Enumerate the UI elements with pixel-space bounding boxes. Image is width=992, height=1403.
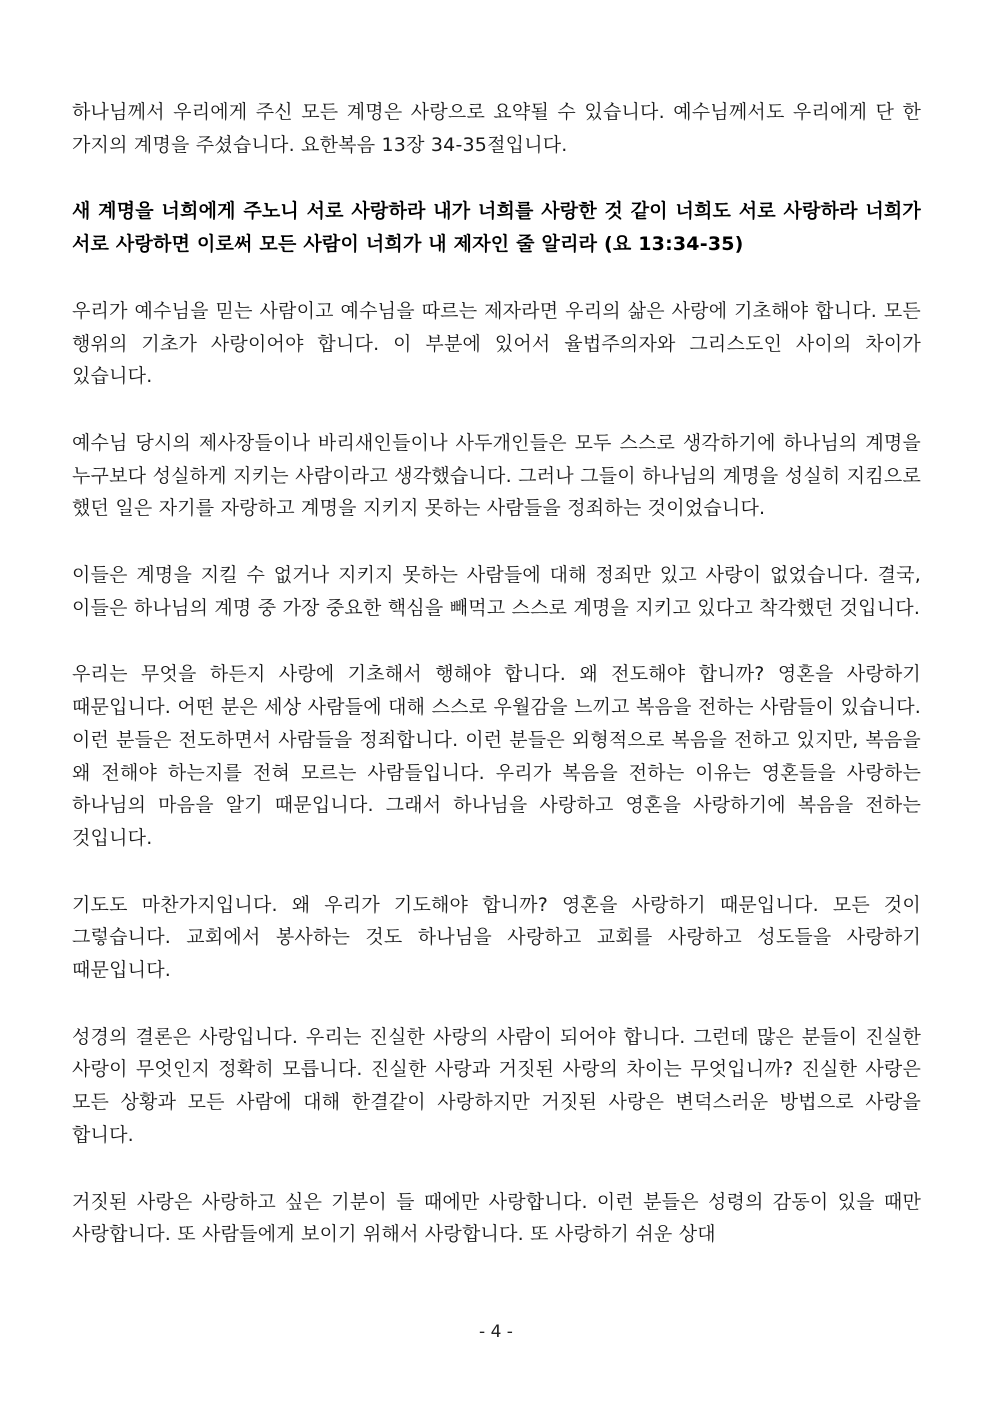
paragraph-false-love: 거짓된 사랑은 사랑하고 싶은 기분이 들 때에만 사랑합니다. 이런 분들은 성령의 감동이 있을 때만 사랑합니다. 또 사람들에게 보이기 위해서 사랑합니다. 또 사랑하기 쉬운 상대	[72, 1190, 921, 1246]
document-body	[72, 96, 921, 1285]
paragraph-commandments-summary: 하나님께서 우리에게 주신 모든 계명은 사랑으로 요약될 수 있습니다. 예수님께서도 우리에게 단 한 가지의 계명을 주셨습니다. 요한복음 13장 34-35절입니다.	[72, 101, 921, 156]
paragraph-evangelism: 우리는 무엇을 하든지 사랑에 기초해서 행해야 합니다. 왜 전도해야 합니까? 영혼을 사랑하기 때문입니다. 어떤 분은 세상 사람들에 대해 스스로 우월감을 느끼고 복음을 전하는 사람들이 있습니다. 이런 분들은 전도하면서 사람들을 정죄합니다. 이런 분들은 외형적으로 복음을 전하고 있지만, 복음을 왜 전해야 하는지를 전혀 모르는 사람들입니다. 우리가 복음을 전하는 이유는 영혼들을 사랑하는 하나님의 마음을 알기 때문입니다. 그래서 하나님을 사랑하고 영혼을 사랑하기에 복음을 전하는 것입니다.	[72, 663, 921, 849]
paragraph-prayer: 기도도 마찬가지입니다. 왜 우리가 기도해야 합니까? 영혼을 사랑하기 때문입니다. 모든 것이 그렇습니다. 교회에서 봉사하는 것도 하나님을 사랑하고 교회를 사랑하고 성도들을 사랑하기 때문입니다.	[72, 893, 921, 982]
paragraph-pharisees: 예수님 당시의 제사장들이나 바리새인들이나 사두개인들은 모두 스스로 생각하기에 하나님의 계명을 누구보다 성실하게 지키는 사람이라고 생각했습니다. 그러나 그들이 하나님의 계명을 성실히 지킴으로 했던 일은 자기를 자랑하고 계명을 지키지 못하는 사람들을 정죄하는 것이었습니다.	[72, 431, 921, 520]
scripture-quote-john-13: 새 계명을 너희에게 주노니 서로 사랑하라 내가 너희를 사랑한 것 같이 너희도 서로 사랑하라 너희가 서로 사랑하면 이로써 모든 사람이 너희가 내 제자인 줄 알리라 (요 13:34-35)	[72, 200, 921, 256]
paragraph-true-love: 성경의 결론은 사랑입니다. 우리는 진실한 사랑의 사람이 되어야 합니다. 그런데 많은 분들이 진실한 사랑이 무엇인지 정확히 모릅니다. 진실한 사랑과 거짓된 사랑의 차이는 무엇입니까? 진실한 사랑은 모든 상황과 모든 사람에 대해 한결같이 사랑하지만 거짓된 사랑은 변덕스러운 방법으로 사랑을 합니다.	[72, 1025, 921, 1146]
paragraph-love-foundation: 우리가 예수님을 믿는 사람이고 예수님을 따르는 제자라면 우리의 삶은 사랑에 기초해야 합니다. 모든 행위의 기초가 사랑이어야 합니다. 이 부분에 있어서 율법주의자와 그리스도인 사이의 차이가 있습니다.	[72, 299, 921, 388]
page-number: - 4 -	[479, 1322, 513, 1342]
paragraph-condemnation: 이들은 계명을 지킬 수 없거나 지키지 못하는 사람들에 대해 정죄만 있고 사랑이 없었습니다. 결국, 이들은 하나님의 계명 중 가장 중요한 핵심을 빼먹고 스스로 계명을 지키고 있다고 착각했던 것입니다.	[72, 564, 921, 619]
